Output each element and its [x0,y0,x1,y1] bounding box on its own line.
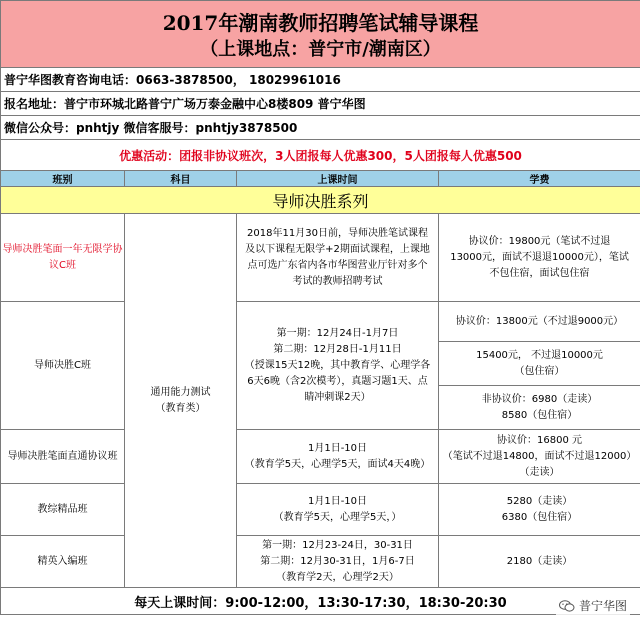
class-name: 教综精品班 [1,484,125,536]
fee-line: 不包住宿，面试包住宿 [489,267,590,279]
time-line: 点可选广东省内各市华图营业厅针对多个 [247,259,428,271]
fee-cell [439,342,640,386]
time-line: 第一期：12月24日-1月7日 [276,327,399,339]
class-name: 导师决胜C班 [1,302,125,430]
subject-cell [125,214,237,588]
fee-cell [439,214,640,302]
watermark [556,596,630,615]
time-cell [237,214,439,302]
fee-line: （笔试不过退14800，面试不过退12000） [442,450,637,462]
daily-schedule: 每天上课时间：9:00-12:00，13:30-17:30，18:30-20:30 [1,588,640,615]
time-line: 第二期：12月30-31日，1月6-7日 [260,555,415,567]
time-cell [237,302,439,430]
fee-cell [439,430,640,484]
fee-cell [439,386,640,430]
fee-line: 13000元，面试不退退10000元），笔试 [450,251,629,263]
fee-cell [439,302,640,342]
wechat-icon [559,600,575,612]
fee-line: （走读） [519,466,560,478]
table-row [1,430,640,484]
fee-line: 协议价：13800元（不过退9000元） [455,315,624,327]
page-subtitle: （上课地点：普宁市/潮南区） [200,39,441,60]
fee-line: 2180（走读） [506,555,573,567]
series-title: 导师决胜系列 [1,187,640,214]
fee-line: 协议价：16800 元 [497,434,583,446]
time-cell [237,536,439,588]
class-name: 导师决胜笔面一年无限学协议C班 [1,214,125,302]
class-name: 导师决胜笔面直通协议班 [1,430,125,484]
time-line: （教育学2天，心理学2天） [276,571,399,583]
col-header-class: 班别 [1,171,125,187]
time-cell [237,484,439,536]
fee-cell [439,484,640,536]
class-name: 精英入编班 [1,536,125,588]
time-line: 睛冲刺课2天） [304,391,371,403]
table-row [1,484,640,536]
promo-banner: 优惠活动：团报非协议班次，3人团报每人优惠300，5人团报每人优惠500 [1,140,640,171]
col-header-time: 上课时间 [237,171,439,187]
fee-line: 5280（走读） [506,495,573,507]
fee-line: 非协议价：6980（走读） [481,393,598,405]
subject-line: （教育类） [155,402,206,414]
time-line: （授课15天12晚，其中教育学、心理学各 [244,359,431,371]
contact-address: 报名地址：普宁市环城北路普宁广场万泰金融中心8楼809 普宁华图 [1,92,640,116]
page-title: 2017年潮南教师招聘笔试辅导课程 [162,11,479,35]
table-row [1,536,640,588]
fee-line: 6380（包住宿） [501,511,578,523]
time-line: 1月1日-10日 [307,495,368,507]
time-line: 第一期：12月23-24日，30-31日 [262,539,413,551]
fee-line: 协议价：19800元（笔试不过退 [468,235,611,247]
time-line: 考试的教师招聘考试 [292,275,383,287]
col-header-subject: 科目 [125,171,237,187]
title-block [1,1,640,68]
time-cell [237,430,439,484]
time-line: 第二期：12月28日-1月11日 [273,343,402,355]
fee-line: 8580（包住宿） [501,409,578,421]
contact-wechat: 微信公众号：pnhtjy 微信客服号：pnhtjy3878500 [1,116,640,140]
table-header [1,171,640,187]
contact-phone: 普宁华图教育咨询电话：0663-3878500， 18029961016 [1,68,640,92]
time-line: 1月1日-10日 [307,442,368,454]
subject-line: 通用能力测试 [150,386,211,398]
table-row [1,214,640,302]
col-header-fee: 学费 [439,171,640,187]
fee-line: （包住宿） [514,365,565,377]
fee-cell [439,536,640,588]
time-line: （教育学5天，心理学5天，面试4天4晚） [244,458,431,470]
time-line: 及以下课程无限学+2期面试课程，上课地 [245,243,430,255]
fee-line: 15400元， 不过退10000元 [476,349,603,361]
table-row [1,302,640,342]
time-line: 6天6晚（含2次模考），真题习题1天、点 [247,375,428,387]
time-line: （教育学5天，心理学5天，） [273,511,402,523]
watermark-text: 普宁华图 [578,599,627,613]
time-line: 2018年11月30日前，导师决胜笔试课程 [247,227,428,239]
